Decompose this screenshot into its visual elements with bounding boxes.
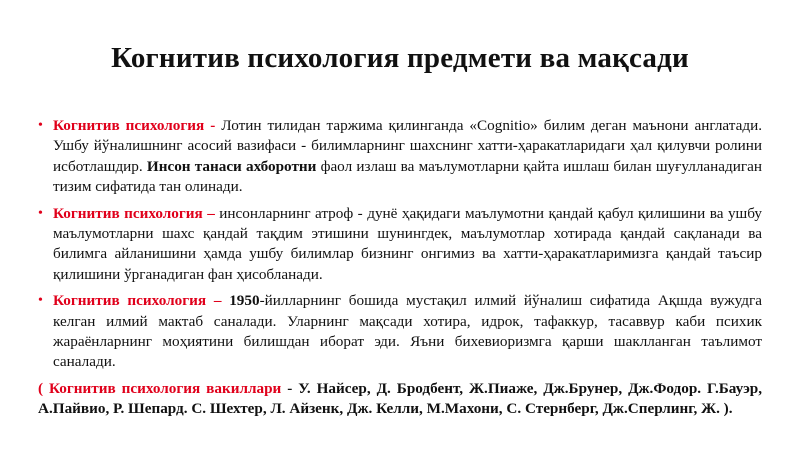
bullet-term: Когнитив психология – [53,204,215,222]
bullet-item-3 [38,291,762,373]
bullet-text: инсонларнинг атроф - дунё ҳақидаги маълумотни қандай қабул қилишини ва ушбу маълумотларни шахс қандай тақдим этишини шунингдек, маълумотлар хотирада қандай сақланади ва билимга айланишини ҳамда ушбу билимлар бизнинг онгимиз ва хатти-ҳаракатларимизга қандай таъсир қилишини ўрганадиган фан ҳисобланади. [53,204,762,283]
bullet-term: Когнитив психология – [53,292,222,310]
bullet-bold-text: Инсон танаси ахборотни [146,157,317,175]
bullet-text: фаол излаш ва маълумотларни қайта ишлаш билан шуғулланадиган тизим сифатида тан олинади. [53,157,762,196]
bullet-text: Лотин тилидан таржима қилинганда «Cognitio» билим деган маънони англатади. Ушбу йўналишнинг асосий вазифаси - билимларнинг шахснинг хатти-ҳаракатларидаги ҳал қилувчи ролини исботлашдир. [53,117,762,175]
slide-content [38,116,762,420]
bullet-dot: • [38,118,43,133]
representatives-open: ( [38,379,49,397]
slide-title: Когнитив психология предмети ва мақсади [111,42,689,74]
representatives-list: - У. Найсер, Д. Бродбент, Ж.Пиаже, Дж.Брунер, Дж.Фодор. Г.Бауэр, А.Пайвио, Р. Шепард. С. Шехтер, Л. Айзенк, Дж. Келли, М.Махони, С. Стернберг, Дж.Сперлинг, Ж. ). [38,379,763,418]
bullet-dot: • [38,205,43,221]
bullet-term: Когнитив психология - [53,117,216,134]
bullet-dot: • [38,293,43,309]
bullet-bold-text: 1950 [221,292,260,310]
bullet-text: -йилларнинг бошида мустақил илмий йўналиш сифатида Ақшда вужудга келган илмий мактаб саналади. Уларнинг мақсади хотира, идрок, тафаккур, тасаввур каби психик жараёнларнинг моҳиятини билишдан иборат эди. Яъни бихевиоризмга қарши шаклланган таълимот саналади. [53,292,763,371]
bullet-item-2 [38,204,762,286]
bullet-item-1 [38,116,762,198]
representatives-term: Когнитив психология вакиллари [49,379,282,397]
representatives-paragraph [38,379,762,420]
